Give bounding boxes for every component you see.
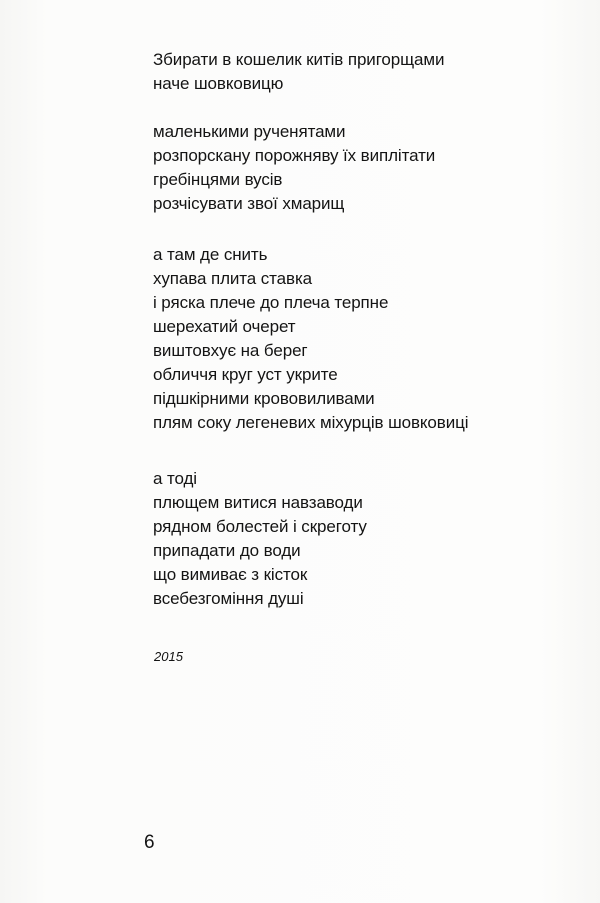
poem-line: маленькими рученятами — [153, 122, 346, 141]
poem-line: шерехатий очерет — [153, 317, 296, 336]
page-number: 6 — [144, 832, 155, 853]
poem-line: рядном болестей і скреготу — [153, 517, 367, 536]
poem-line: а там де снить — [153, 245, 268, 264]
stanza-4 — [153, 467, 367, 611]
poem-line: плющем витися навзаводи — [153, 493, 363, 512]
poem-line: обличчя круг уст укрите — [153, 365, 338, 384]
poem-line: розпорскану порожняву їх виплітати — [153, 146, 436, 165]
poem-line: припадати до води — [153, 541, 301, 560]
poem-line: плям соку легеневих міхурців шовковиці — [153, 413, 469, 432]
stanza-2 — [153, 120, 435, 216]
poem-line: а тоді — [153, 469, 197, 488]
stanza-1 — [153, 48, 444, 96]
stanza-3 — [153, 243, 468, 435]
poem-line: і ряска плече до плеча терпне — [153, 293, 389, 312]
poem-line: хупава плита ставка — [153, 269, 313, 288]
poem-line: Збирати в кошелик китів пригорщами — [153, 50, 445, 69]
poem-year: 2015 — [154, 649, 183, 664]
poem-line: наче шовковицю — [153, 74, 284, 93]
poem-line: всебезгоміння душі — [153, 589, 304, 608]
poem-line: виштовхує на берег — [153, 341, 308, 360]
poem-line: що вимиває з кісток — [153, 565, 308, 584]
poem-line: розчісувати звої хмарищ — [153, 194, 345, 213]
poem-line: гребінцями вусів — [153, 170, 283, 189]
poem-line: підшкірними крововиливами — [153, 389, 375, 408]
